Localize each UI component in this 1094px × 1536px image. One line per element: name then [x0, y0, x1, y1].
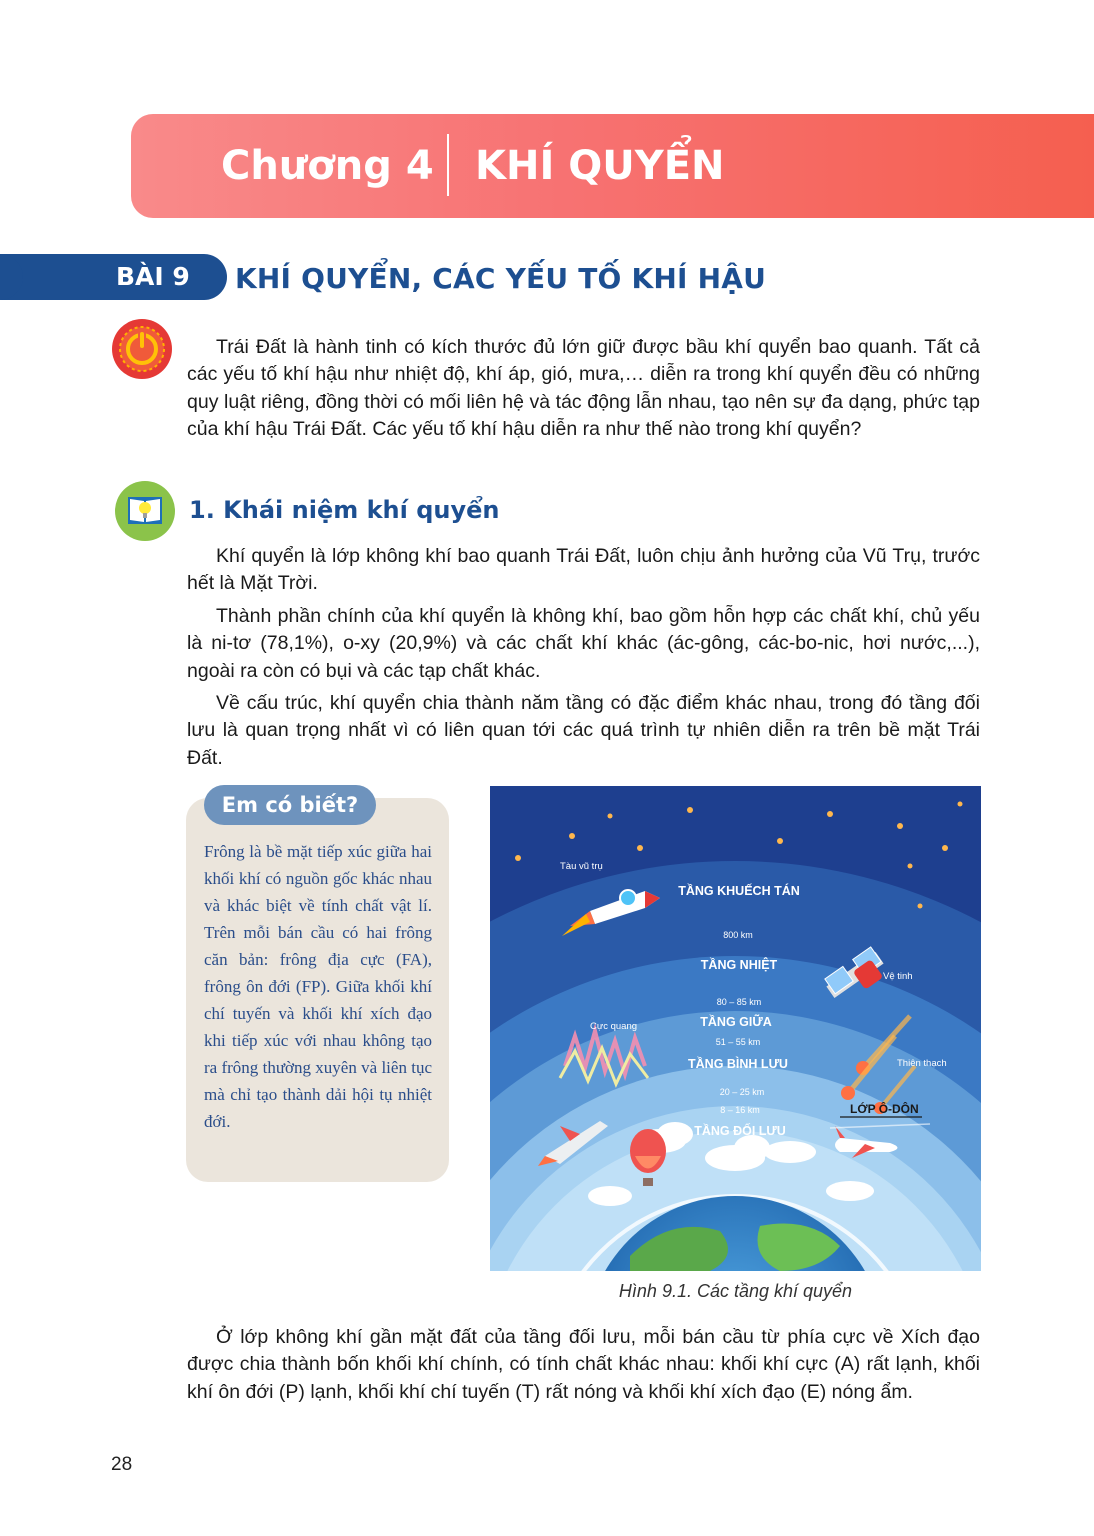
did-you-know-title: Em có biết?	[204, 785, 376, 825]
label-8km: 8 – 16 km	[720, 1105, 760, 1115]
paragraph-definition: Khí quyển là lớp không khí bao quanh Trái Đất, luôn chịu ảnh hưởng của Vũ Trụ, trước hết là Mặt Trời.	[187, 545, 980, 595]
label-spaceship: Tàu vũ trụ	[560, 861, 603, 872]
label-thermosphere: TẦNG NHIỆT	[700, 958, 778, 972]
chapter-banner	[131, 114, 1094, 218]
paragraph-air-masses: Ở lớp không khí gần mặt đất của tầng đối lưu, mỗi bán cầu từ phía cực về Xích đạo được chia thành bốn khối khí chính, có tính chất khác nhau: khối khí cực (A) rất lạnh, khối khí ôn đới (P) lạnh, khối khí chí tuyến (T) rất nóng và khối khí xích đạo (E) nóng ẩm.	[187, 1326, 980, 1403]
label-51km: 51 – 55 km	[715, 1037, 761, 1047]
label-800km: 800 km	[723, 930, 753, 940]
chapter-label: Chương 4	[221, 143, 434, 189]
atmosphere-layers-figure	[490, 786, 981, 1271]
label-mesosphere: TẦNG GIỮA	[700, 1015, 772, 1029]
label-satellite: Vệ tinh	[883, 971, 913, 982]
lesson-label: BÀI 9	[116, 262, 190, 291]
paragraph-structure: Về cấu trúc, khí quyển chia thành năm tầng có đặc điểm khác nhau, trong đó tầng đối lưu là quan trọng nhất vì có liên quan tới các quá trình tự nhiên diễn ra trên bề mặt Trái Đất.	[187, 692, 980, 769]
power-icon	[111, 318, 173, 380]
paragraph-composition: Thành phần chính của khí quyển là không khí, bao gồm hỗn hợp các chất khí, chủ yếu là ni-tơ (78,1%), o-xy (20,9%) và các chất khí khác (ác-gông, các-bo-nic, hơi nước,...), ngoài ra còn có bụi và các tạp chất khác.	[187, 605, 980, 682]
label-ozone: LỚP Ô-DÔN	[850, 1102, 919, 1116]
page-number: 28	[111, 1454, 133, 1475]
label-20km: 20 – 25 km	[719, 1087, 765, 1097]
intro-paragraph: Trái Đất là hành tinh có kích thước đủ lớn giữ được bầu khí quyển bao quanh. Tất cả các yếu tố khí hậu như nhiệt độ, khí áp, gió, mưa,… diễn ra trong khí quyển đều có những quy luật riêng, đồng thời có mối liên hệ và tác động lẫn nhau, tạo nên sự đa dạng, phức tạp của khí hậu Trái Đất. Các yếu tố khí hậu diễn ra như thế nào trong khí quyển?	[187, 336, 980, 440]
label-troposphere: TẦNG ĐỐI LƯU	[694, 1124, 786, 1138]
figure-caption: Hình 9.1. Các tầng khí quyển	[618, 1281, 853, 1301]
did-you-know-text: Frông là bề mặt tiếp xúc giữa hai khối khí có nguồn gốc khác nhau và khác biệt về tính chất vật lí. Trên mỗi bán cầu có hai frông căn bản: frông địa cực (FA), frông ôn đới (FP). Giữa khối khí chí tuyến và khối khí xích đạo khi tiếp xúc với nhau không tạo ra frông thường xuyên và liên tục mà chỉ tạo thành dải hội tụ nhiệt đới.	[204, 842, 432, 1131]
label-stratosphere: TẦNG BÌNH LƯU	[688, 1057, 788, 1071]
section-title: 1. Khái niệm khí quyển	[189, 496, 500, 524]
chapter-divider	[447, 134, 449, 196]
label-80km: 80 – 85 km	[716, 997, 762, 1007]
label-exosphere: TẦNG KHUẾCH TÁN	[678, 884, 800, 898]
lesson-title: KHÍ QUYỂN, CÁC YẾU TỐ KHÍ HẬU	[235, 262, 767, 295]
label-meteor: Thiên thạch	[897, 1058, 947, 1069]
chapter-title: KHÍ QUYỂN	[475, 143, 725, 189]
book-lightbulb-icon	[114, 480, 176, 542]
label-aurora: Cực quang	[590, 1021, 638, 1032]
lesson-tab	[0, 254, 227, 300]
